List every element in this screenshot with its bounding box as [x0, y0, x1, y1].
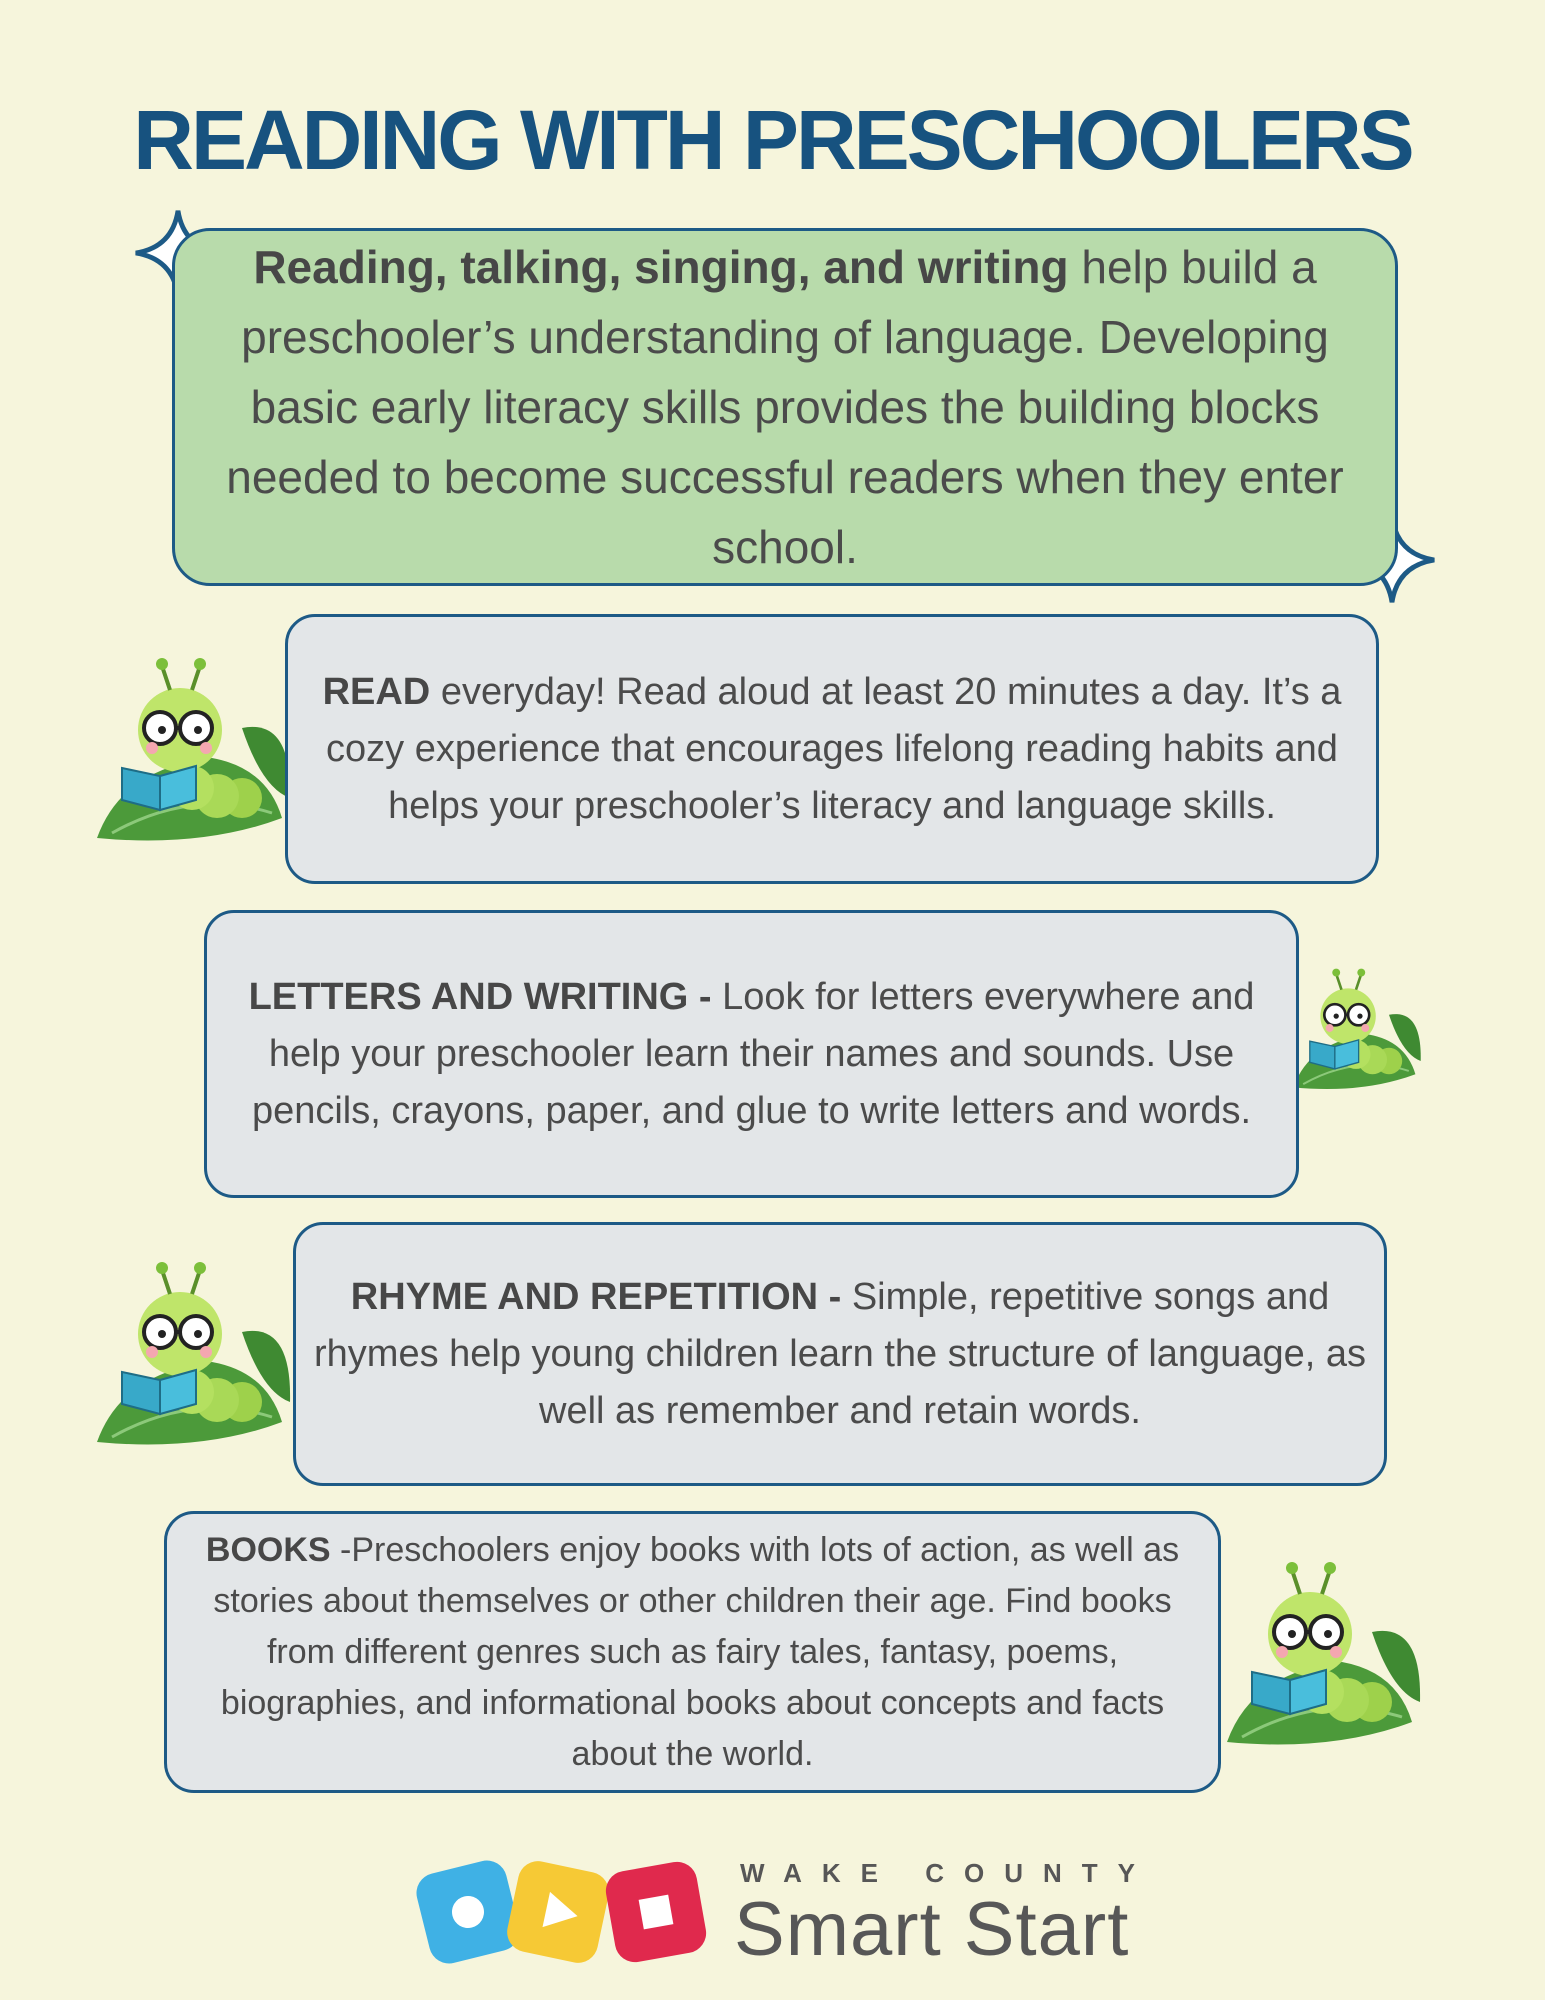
intro-box	[172, 228, 1398, 586]
letters-writing-card-heading: LETTERS AND WRITING -	[248, 975, 712, 1018]
logo-county-text: WAKE COUNTY	[740, 1858, 1155, 1888]
smart-start-logo	[408, 1846, 1155, 1976]
books-card-heading: BOOKS	[205, 1530, 331, 1569]
intro-body-text: help build a preschooler’s understanding of language. Developing basic early literacy skills provides the building blocks needed to become successful readers when they enter school.	[226, 241, 1344, 573]
read-card-text	[302, 664, 1362, 835]
letters-writing-card-body: Look for letters everywhere and help your preschooler learn their names and sounds. Use pencils, crayons, paper, and glue to write letters and words.	[251, 975, 1255, 1132]
caterpillar-reading-icon	[1222, 1552, 1422, 1752]
books-card-body: -Preschoolers enjoy books with lots of action, as well as stories about themselves or other children their age. Find books from different genres such as fairy tales, fantasy, poems, biographies, and informational books about concepts and facts about the world.	[213, 1530, 1180, 1773]
books-card	[164, 1511, 1221, 1793]
intro-bold-text: Reading, talking, singing, and writing	[253, 241, 1069, 293]
rhyme-repetition-card-text	[310, 1269, 1370, 1440]
caterpillar-reading-icon	[92, 648, 292, 848]
caterpillar-reading-icon	[92, 1252, 292, 1452]
logo-tiles-icon	[408, 1846, 718, 1976]
read-card-body: everyday! Read aloud at least 20 minutes a day. It’s a cozy experience that encourages lifelong reading habits and helps your preschooler’s literacy and language skills.	[326, 670, 1342, 827]
intro-text	[225, 232, 1345, 582]
read-card	[285, 614, 1379, 884]
page-title: READING WITH PRESCHOOLERS	[133, 93, 1412, 187]
logo-name-text: Smart Start	[734, 1887, 1130, 1972]
rhyme-repetition-card-heading: RHYME AND REPETITION -	[350, 1275, 842, 1318]
letters-writing-card-text	[225, 969, 1278, 1140]
rhyme-repetition-card-body: Simple, repetitive songs and rhymes help young children learn the structure of language, as well as remember and retain words.	[314, 1275, 1366, 1432]
books-card-text	[175, 1525, 1210, 1780]
read-card-heading: READ	[322, 670, 431, 713]
rhyme-repetition-card	[293, 1222, 1387, 1486]
caterpillar-reading-icon	[1290, 928, 1422, 1128]
letters-writing-card	[204, 910, 1299, 1198]
